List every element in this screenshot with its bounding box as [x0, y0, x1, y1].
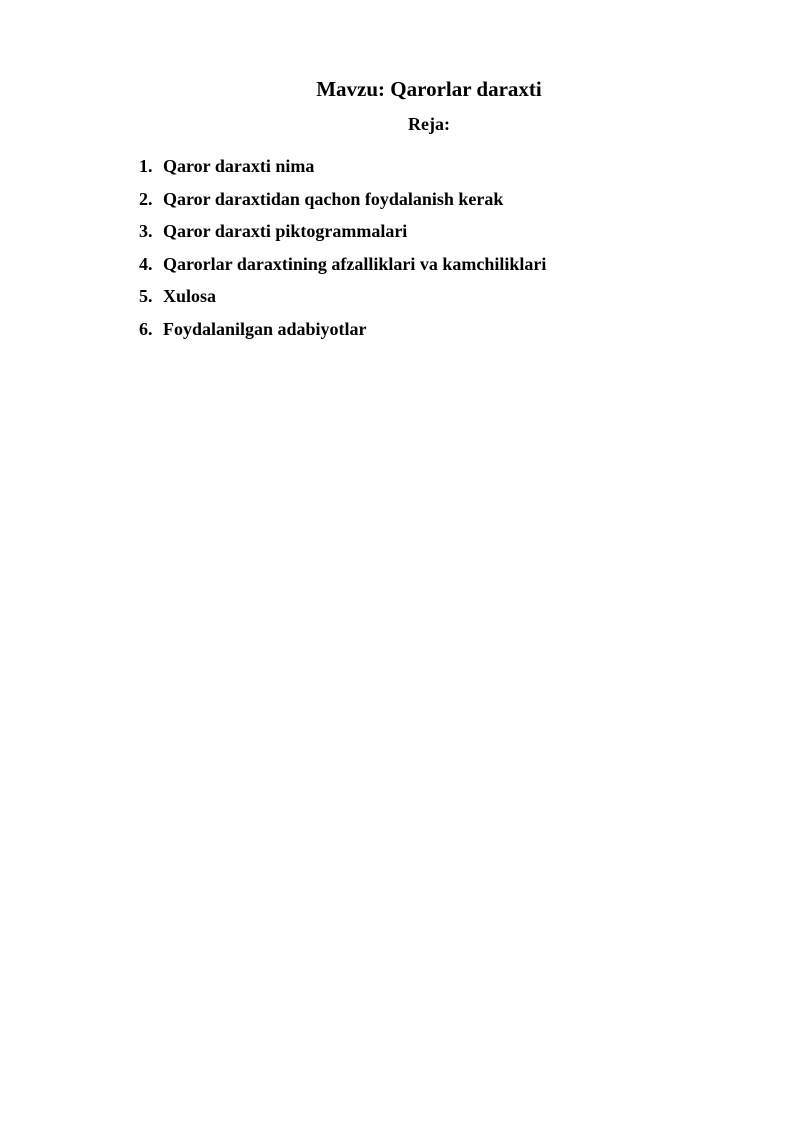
- page-title: Mavzu: Qarorlar daraxti: [316, 77, 542, 101]
- plan-item-number: 3.: [139, 221, 153, 241]
- plan-item: [139, 187, 546, 220]
- plan-item-text: Qarorlar daraxtining afzalliklari va kamchiliklari: [163, 253, 547, 274]
- plan-item-text: Xulosa: [163, 286, 217, 306]
- plan-item-text: Qaror daraxtidan qachon foydalanish kerak: [163, 188, 504, 209]
- plan-item-text: Qaror daraxti nima: [163, 156, 315, 176]
- plan-item-number: 2.: [139, 188, 153, 209]
- plan-item: [139, 317, 546, 350]
- plan-heading: Reja:: [408, 114, 450, 134]
- plan-item-text: Foydalanilgan adabiyotlar: [163, 318, 367, 339]
- plan-item: [139, 219, 546, 252]
- plan-item-number: 6.: [139, 318, 153, 339]
- plan-item-number: 5.: [139, 286, 153, 306]
- plan-item: [139, 284, 546, 317]
- plan-item-number: 4.: [139, 253, 153, 274]
- plan-item-number: 1.: [139, 156, 153, 176]
- plan-item-text: Qaror daraxti piktogrammalari: [163, 221, 408, 241]
- plan-list: [139, 154, 546, 349]
- plan-item: [139, 252, 546, 285]
- plan-item: [139, 154, 546, 187]
